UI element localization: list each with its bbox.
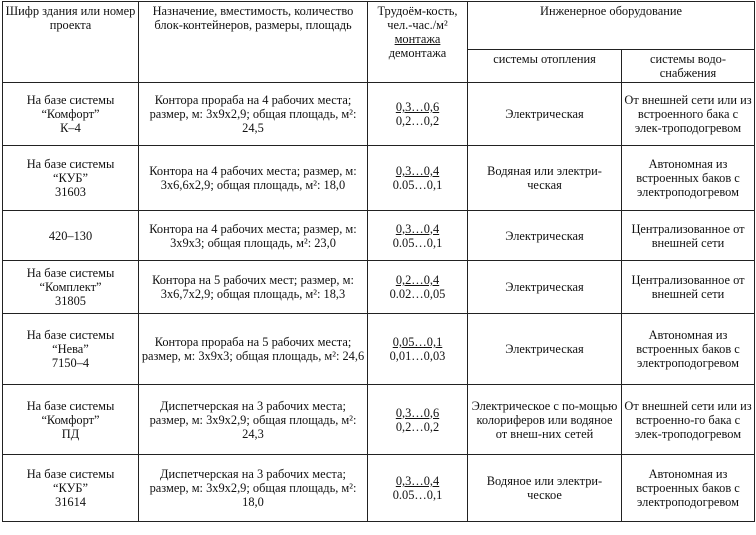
- labor-mount: 0,3…0,4: [395, 474, 440, 488]
- header-purpose: Назначение, вместимость, количество блок-контейнеров, размеры, площадь: [139, 2, 368, 83]
- labor-dismount: 0.05…0,1: [392, 178, 443, 192]
- code-line: “Комфорт”: [41, 412, 100, 427]
- code-line: На базе системы: [26, 328, 115, 342]
- code-line: 31614: [55, 495, 86, 509]
- header-heating: системы отопления: [468, 50, 622, 83]
- code-line: “КУБ”: [53, 481, 88, 495]
- table-row: [3, 314, 755, 385]
- table-row: [3, 385, 755, 455]
- cell-water: Централизованное от внешней сети: [622, 261, 755, 314]
- table-row: [3, 211, 755, 261]
- code-line: “КУБ”: [53, 171, 88, 185]
- code-line: 31805: [55, 294, 86, 308]
- header-labor-title: Трудоём-кость, чел.-час./м²: [377, 4, 458, 32]
- cell-heating: Электрическая: [468, 261, 622, 314]
- header-code: Шифр здания или номер проекта: [3, 2, 139, 83]
- cell-labor: [368, 314, 468, 385]
- code-line: ПД: [61, 426, 80, 441]
- labor-dismount: 0,2…0,2: [395, 114, 440, 128]
- code-line: “Нева”: [52, 342, 89, 356]
- header-water: системы водо-снабжения: [622, 50, 755, 83]
- labor-mount: 0,3…0,6: [395, 100, 440, 114]
- header-labor-mount: монтажа: [394, 32, 441, 46]
- cell-heating: Электрическая: [468, 83, 622, 146]
- cell-code: [3, 314, 139, 385]
- code-line: “Комфорт”: [41, 107, 100, 121]
- cell-labor: [368, 385, 468, 455]
- code-line: На базе системы: [26, 266, 115, 280]
- cell-water: От внешней сети или из встроенно-го бака с элек-троподогревом: [622, 385, 755, 455]
- table-row: [3, 261, 755, 314]
- cell-purpose: Контора на 5 рабочих мест; размер, м: 3х6,7х2,9; общая площадь, м²: 18,3: [139, 261, 368, 314]
- labor-dismount: 0,01…0,03: [389, 349, 446, 363]
- code-line: К–4: [60, 121, 81, 135]
- header-equipment: Инженерное оборудование: [468, 2, 755, 50]
- cell-purpose: Диспетчерская на 3 рабочих места; размер, м: 3х9х2,9; общая площадь, м²: 24,3: [139, 385, 368, 455]
- table-row: [3, 83, 755, 146]
- code-line: “Комплект”: [39, 280, 102, 294]
- cell-purpose: Контора прораба на 4 рабочих места; размер, м: 3х9х2,9; общая площадь, м²: 24,5: [139, 83, 368, 146]
- labor-mount: 0,3…0,4: [395, 164, 440, 178]
- labor-dismount: 0.05…0,1: [392, 235, 443, 250]
- code-line: 420–130: [48, 228, 93, 243]
- code-line: 31603: [55, 185, 86, 199]
- cell-heating: Электрическое с по-мощью колориферов или водяное от внеш-них сетей: [468, 385, 622, 455]
- cell-purpose: Контора на 4 рабочих места; размер, м: 3х6,6х2,9; общая площадь, м²: 18,0: [139, 146, 368, 211]
- cell-labor: [368, 455, 468, 522]
- cell-purpose: Диспетчерская на 3 рабочих места; размер, м: 3х9х2,9; общая площадь, м²: 18,0: [139, 455, 368, 522]
- cell-water: Автономная из встроенных баков с электроподогревом: [622, 146, 755, 211]
- cell-code: [3, 261, 139, 314]
- labor-mount: 0,2…0,4: [395, 273, 440, 287]
- cell-code: [3, 211, 139, 261]
- cell-water: Централизованное от внешней сети: [622, 211, 755, 261]
- labor-mount: 0,3…0,4: [395, 221, 440, 236]
- cell-code: [3, 455, 139, 522]
- header-labor-dismount: демонтажа: [388, 46, 447, 60]
- table-row: [3, 455, 755, 522]
- cell-purpose: Контора прораба на 5 рабочих места; размер, м: 3х9х3; общая площадь, м²: 24,6: [139, 314, 368, 385]
- labor-dismount: 0.02…0,05: [389, 287, 446, 301]
- labor-dismount: 0,2…0,2: [395, 419, 440, 434]
- code-line: 7150–4: [51, 356, 90, 370]
- cell-labor: [368, 146, 468, 211]
- cell-purpose: Контора на 4 рабочих места; размер, м: 3х9х3; общая площадь, м²: 23,0: [139, 211, 368, 261]
- cell-water: Автономная из встроенных баков с электроподогревом: [622, 455, 755, 522]
- code-line: На базе системы: [26, 398, 115, 413]
- code-line: На базе системы: [26, 157, 115, 171]
- cell-heating: Водяная или электри-ческая: [468, 146, 622, 211]
- cell-water: Автономная из встроенных баков с электроподогревом: [622, 314, 755, 385]
- cell-code: [3, 385, 139, 455]
- equipment-table: [2, 1, 755, 522]
- code-line: На базе системы: [26, 467, 115, 481]
- cell-labor: [368, 211, 468, 261]
- labor-mount: 0,05…0,1: [392, 335, 443, 349]
- cell-heating: Водяное или электри-ческое: [468, 455, 622, 522]
- cell-heating: Электрическая: [468, 211, 622, 261]
- cell-labor: [368, 261, 468, 314]
- table-row: [3, 146, 755, 211]
- header-labor: [368, 2, 468, 83]
- code-line: На базе системы: [26, 93, 115, 107]
- cell-labor: [368, 83, 468, 146]
- cell-water: От внешней сети или из встроенного бака с элек-троподогревом: [622, 83, 755, 146]
- labor-dismount: 0.05…0,1: [392, 488, 443, 502]
- cell-code: [3, 146, 139, 211]
- cell-heating: Электрическая: [468, 314, 622, 385]
- cell-code: [3, 83, 139, 146]
- labor-mount: 0,3…0,6: [395, 405, 440, 420]
